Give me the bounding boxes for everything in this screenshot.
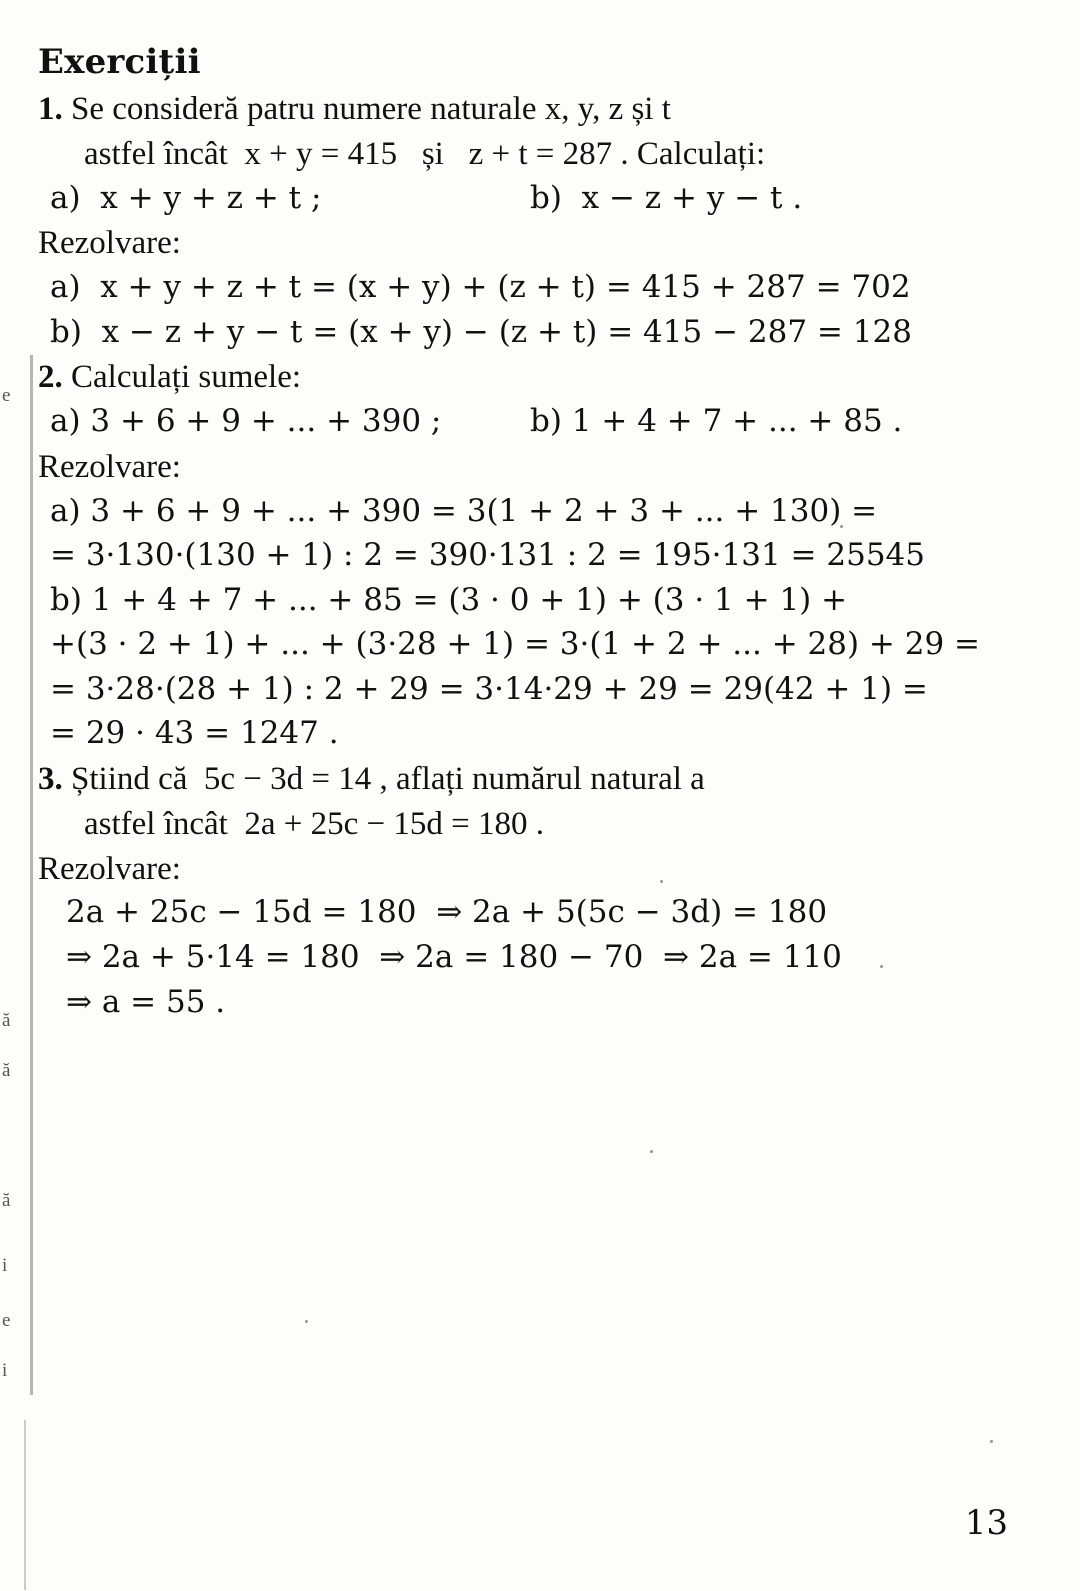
- exercise-3-solution-label: Rezolvare:: [38, 850, 181, 887]
- exercise-1-item-a: a) x + y + z + t ;: [50, 179, 322, 216]
- exercise-3-statement-line-1: [38, 758, 1048, 801]
- exercise-1-number: 1.: [38, 91, 63, 127]
- exercise-2-solution-line: +(3 · 2 + 1) + ... + (3·28 + 1) = 3·(1 + 2 + ... + 28) + 29 =: [50, 626, 981, 663]
- page-title: Exerciții: [38, 42, 201, 82]
- exercise-2-solution-line: = 29 · 43 = 1247 .: [50, 715, 339, 752]
- margin-mark: ă: [2, 1010, 11, 1031]
- margin-mark: ă: [2, 1190, 11, 1211]
- page-number: 13: [964, 1503, 1008, 1543]
- scan-speck: [650, 1150, 653, 1153]
- exercise-2-item-b: b) 1 + 4 + 7 + ... + 85 .: [530, 403, 903, 440]
- exercise-2-number: 2.: [38, 359, 63, 396]
- exercise-1-items: [38, 178, 1048, 223]
- margin-mark: ă: [2, 1060, 11, 1081]
- exercise-2-statement-line-1: [38, 356, 1048, 399]
- exercise-3-solution-line: 2a + 25c − 15d = 180 ⇒ 2a + 5(5c − 3d) = 180: [66, 894, 828, 931]
- exercise-3-solution-line: ⇒ 2a + 5·14 = 180 ⇒ 2a = 180 − 70 ⇒ 2a = 110: [66, 938, 842, 975]
- exercise-1-solution-b: b) x − z + y − t = (x + y) − (z + t) = 415 − 287 = 128: [50, 313, 912, 350]
- exercise-2-solution-line: b) 1 + 4 + 7 + ... + 85 = (3 · 0 + 1) + (3 · 1 + 1) +: [50, 581, 848, 618]
- exercise-2-solution-line: = 3·28·(28 + 1) : 2 + 29 = 3·14·29 + 29 = 29(42 + 1) =: [50, 670, 928, 707]
- exercise-2-solution-line: = 3·130·(130 + 1) : 2 = 390·131 : 2 = 195·131 = 25545: [50, 537, 925, 574]
- margin-mark: e: [2, 385, 11, 406]
- margin-mark: i: [2, 1255, 8, 1276]
- exercise-1-statement-text: Se consideră patru numere naturale x, y, z și t: [71, 91, 671, 127]
- exercise-3: [38, 758, 1048, 1023]
- exercise-1-solution-label: Rezolvare:: [38, 225, 181, 262]
- exercise-2-items: [38, 401, 1048, 446]
- exercise-3-statement-text: Știind că 5c − 3d = 14 , aflați numărul natural a: [71, 760, 705, 797]
- exercise-1-item-b: b) x − z + y − t .: [530, 179, 803, 216]
- exercise-1: [38, 88, 1048, 353]
- scan-edge-line: [30, 355, 33, 1395]
- scan-speck: [990, 1440, 993, 1443]
- scan-edge-line-lower: [24, 1420, 26, 1590]
- exercise-3-solution-line: ⇒ a = 55 .: [66, 983, 226, 1020]
- exercise-1-solution-a: a) x + y + z + t = (x + y) + (z + t) = 415 + 287 = 702: [50, 269, 911, 306]
- margin-mark: i: [2, 1360, 8, 1381]
- scan-speck: [305, 1320, 308, 1323]
- exercise-2-item-a: a) 3 + 6 + 9 + ... + 390 ;: [50, 403, 442, 440]
- exercise-2-solution-label: Rezolvare:: [38, 448, 181, 485]
- exercise-1-statement-line-1: [38, 88, 1048, 131]
- exercise-1-statement-line-2: astfel încât x + y = 415 și z + t = 287 . Calculați:: [84, 135, 766, 172]
- page-content: [38, 0, 1048, 1026]
- exercise-3-statement-line-2: astfel încât 2a + 25c − 15d = 180 .: [84, 805, 544, 842]
- margin-mark: e: [2, 1310, 11, 1331]
- exercise-2: [38, 356, 1048, 755]
- exercise-2-statement-text: Calculați sumele:: [71, 359, 302, 396]
- exercise-3-number: 3.: [38, 760, 63, 797]
- exercise-2-solution-line: a) 3 + 6 + 9 + ... + 390 = 3(1 + 2 + 3 + ... + 130) =: [50, 492, 878, 529]
